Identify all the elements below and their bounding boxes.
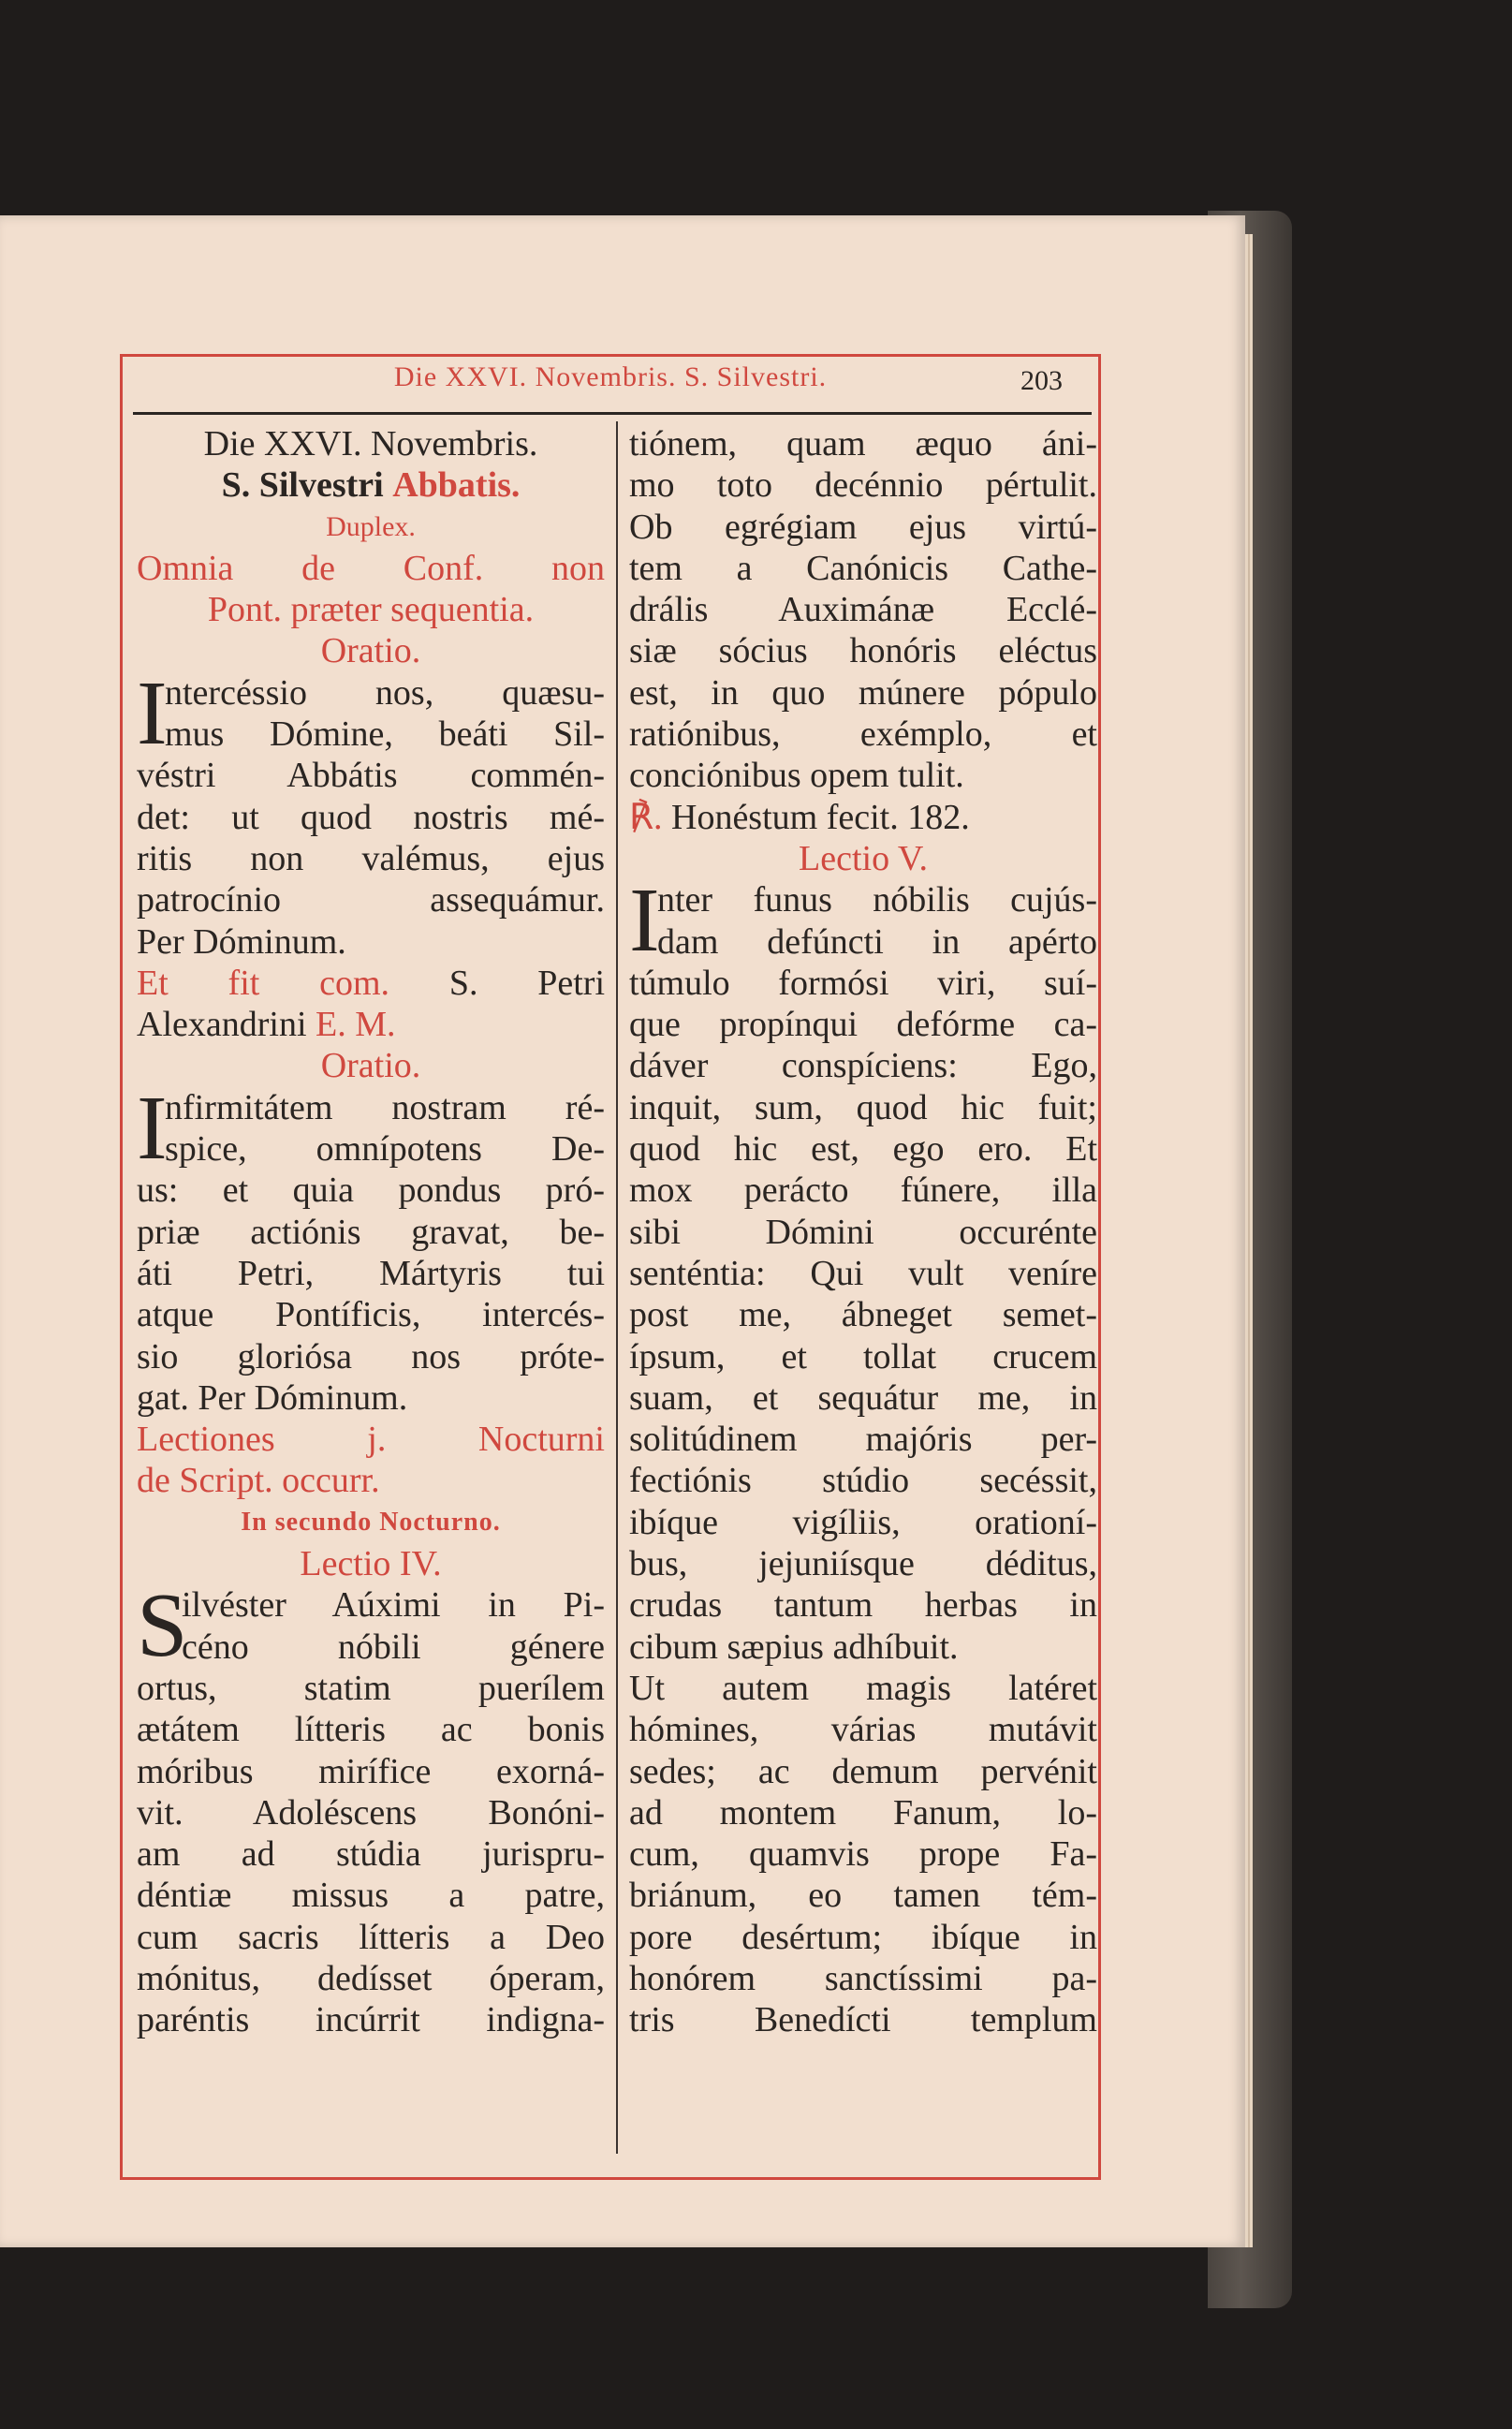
text-line: hómines, várias mutávit	[629, 1710, 1097, 1750]
running-head: Die XXVI. Novembris. S. Silvestri.	[393, 361, 828, 392]
text-line: suam, et sequátur me, in	[629, 1377, 1097, 1418]
oratio-paragraph	[137, 1077, 605, 1419]
text-line: mus Dómine, beáti Sil-	[165, 714, 605, 755]
text-line: honórem sanctíssimi pa-	[629, 1958, 1097, 1998]
column-divider	[616, 421, 618, 2154]
text-line: Per Dóminum.	[137, 921, 346, 962]
drop-initial: S	[137, 1575, 188, 1677]
text-line: sio gloriósa nos próte-	[137, 1336, 605, 1376]
oratio-heading: Oratio.	[320, 631, 421, 671]
text-line: patrocínio assequámur.	[137, 880, 605, 920]
text-line: dáver conspíciens: Ego,	[629, 1046, 1097, 1086]
text-line: briánum, eo tamen tém-	[629, 1876, 1097, 1916]
text-line: senténtia: Qui vult veníre	[629, 1253, 1097, 1293]
saint-name: S. Silvestri	[221, 465, 384, 506]
responsory-line	[629, 797, 1097, 838]
text-line: dam defúncti in apérto	[657, 921, 1097, 962]
text-line: ibíque vigíliis, orationí-	[629, 1502, 1097, 1542]
feast-rank: Duplex.	[326, 510, 416, 542]
text-line: vit. Adoléscens Bonóni-	[137, 1792, 605, 1833]
text-line: pore desértum; ibíque in	[629, 1917, 1097, 1957]
text-line: cibum sæpius adhíbuit.	[629, 1627, 959, 1667]
text-line: quod hic est, ego ero. Et	[629, 1129, 1097, 1170]
text-line: tem a Canónicis Cathe-	[629, 548, 1097, 588]
lectiones-rubric: de Script. occurr.	[137, 1461, 380, 1501]
lectiones-rubric: Lectiones j. Nocturni	[137, 1420, 605, 1460]
text-line: det: ut quod nostris mé-	[137, 797, 605, 837]
text-line: solitúdinem majóris per-	[629, 1420, 1097, 1460]
lectio-paragraph	[137, 1575, 605, 2040]
text-line: ritis non valémus, ejus	[137, 838, 605, 878]
lectio-paragraph	[629, 870, 1097, 2040]
text-line: Ut autem magis latéret	[629, 1668, 1097, 1708]
oratio-heading: Oratio.	[320, 1046, 421, 1086]
text-line: bus, jejuniísque déditus,	[629, 1544, 1097, 1584]
text-line: Ob egrégiam ejus virtú-	[629, 507, 1097, 547]
left-column	[137, 423, 605, 2041]
text-line: tris Benedícti templum	[629, 2000, 1097, 2040]
nocturn-heading: In secundo Nocturno.	[241, 1507, 501, 1537]
text-line: áti Petri, Mártyris tui	[137, 1253, 605, 1293]
text-line: móribus mirífice exorná-	[137, 1751, 605, 1791]
lectio-heading: Lectio IV.	[300, 1544, 442, 1584]
text-line: cum, quamvis prope Fa-	[629, 1834, 1097, 1875]
responsory-symbol: ℟.	[629, 797, 663, 837]
text-line: ípsum, et tollat crucem	[629, 1336, 1097, 1376]
rubric-line: Pont. præter sequentia.	[207, 590, 535, 630]
drop-initial: I	[137, 1077, 168, 1179]
text-line: ætátem lítteris ac bonis	[137, 1710, 605, 1750]
oratio-paragraph	[137, 662, 605, 963]
text-line: fectiónis stúdio secéssit,	[629, 1461, 1097, 1501]
right-column	[629, 423, 1097, 2041]
commemoration-line	[137, 1004, 605, 1045]
text-line: nfirmitátem nostram ré-	[165, 1087, 605, 1127]
text-line: ntercéssio nos, quæsu-	[165, 672, 605, 713]
text-line: gat. Per Dóminum.	[137, 1377, 408, 1418]
text-line: crudas tantum herbas in	[629, 1585, 1097, 1626]
text-line: atque Pontíficis, intercés-	[137, 1295, 605, 1335]
saint-rank-title: Abbatis.	[392, 465, 521, 506]
drop-initial: I	[137, 662, 168, 764]
text-line: sibi Dómini occurénte	[629, 1212, 1097, 1252]
text-line: túmulo formósi viri, suí-	[629, 963, 1097, 1003]
header-rule	[133, 412, 1092, 415]
text-line: sedes; ac demum pervénit	[629, 1751, 1097, 1791]
day-heading: Die XXVI. Novembris.	[203, 424, 538, 464]
text-line: tiónem, quam æquo áni-	[629, 424, 1097, 464]
text-line: ilvéster Aúximi in Pi-	[182, 1585, 605, 1626]
text-line: ortus, statim puerílem	[137, 1668, 605, 1708]
commemoration-saint: Alexandrini	[137, 1005, 307, 1045]
text-line: inquit, sum, quod hic fuit;	[629, 1087, 1097, 1127]
text-line: priæ actiónis gravat, be-	[137, 1212, 605, 1252]
book-page	[0, 215, 1245, 2247]
text-line: cum sacris lítteris a Deo	[137, 1917, 605, 1957]
lectio-heading: Lectio V.	[799, 838, 928, 878]
text-line: us: et quia pondus pró-	[137, 1170, 605, 1211]
text-line: est, in quo múnere pópulo	[629, 672, 1097, 713]
rubric-line: Omnia de Conf. non	[137, 548, 605, 588]
text-line: drális Auximánæ Ecclé-	[629, 590, 1097, 630]
text-line: ad montem Fanum, lo-	[629, 1792, 1097, 1833]
text-line: nter funus nóbilis cujús-	[657, 880, 1097, 920]
text-line: mox perácto fúnere, illa	[629, 1170, 1097, 1211]
commemoration-rank: E. M.	[316, 1005, 396, 1045]
text-line: véstri Abbátis commén-	[137, 756, 605, 796]
text-line: conciónibus opem tulit.	[629, 756, 964, 796]
text-line: spice, omnípotens De-	[165, 1129, 605, 1170]
responsory-text: Honéstum fecit. 182.	[671, 797, 970, 837]
text-line: paréntis incúrrit indigna-	[137, 2000, 605, 2040]
text-line: am ad stúdia jurispru-	[137, 1834, 605, 1875]
drop-initial: I	[629, 870, 660, 972]
text-line: déntiæ missus a patre,	[137, 1876, 605, 1916]
saint-title	[137, 464, 605, 506]
text-line: post me, ábneget semet-	[629, 1295, 1097, 1335]
text-line: mónitus, dedísset óperam,	[137, 1958, 605, 1998]
text-line: siæ sócius honóris eléctus	[629, 631, 1097, 671]
text-line: ratiónibus, exémplo, et	[629, 714, 1097, 755]
commemoration-saint: S. Petri	[448, 963, 605, 1003]
text-line: céno nóbili génere	[182, 1627, 605, 1667]
text-line: que propínqui defórme ca-	[629, 1005, 1097, 1045]
commemoration-rubric: Et fit com.	[137, 963, 390, 1003]
commemoration-line	[137, 963, 605, 1004]
text-line: mo toto decénnio pértulit.	[629, 465, 1097, 506]
page-number: 203	[1020, 365, 1063, 396]
